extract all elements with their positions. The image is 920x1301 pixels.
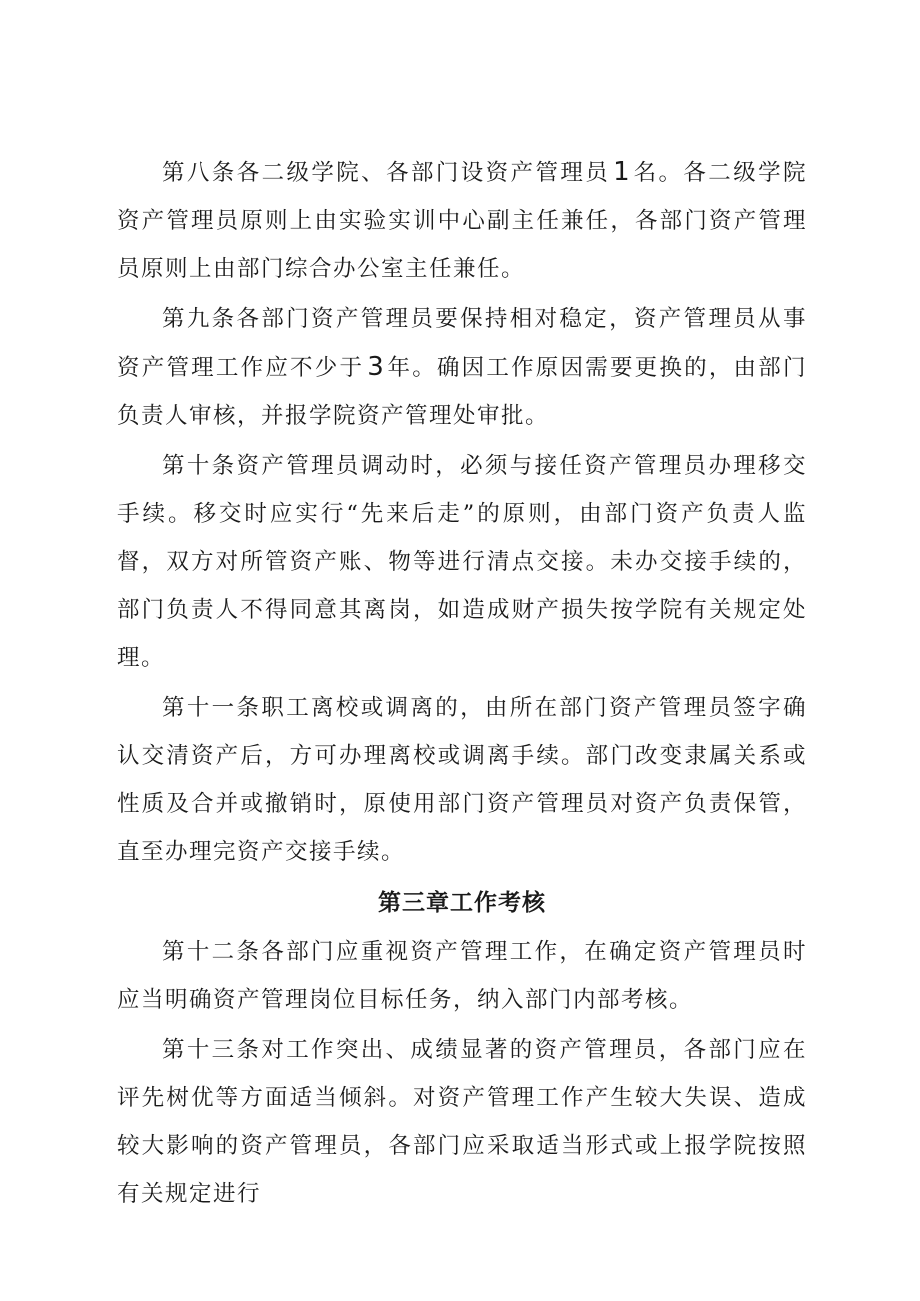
article-10 (117, 442, 807, 682)
article-8-text-a: 第八条各二级学院、各部门设资产管理员 (162, 160, 611, 186)
article-12-text: 第十二条各部门应重视资产管理工作，在确定资产管理员时应当明确资产管理岗位目标任务，纳入部门内部考核。 (117, 939, 807, 1013)
article-11-text: 第十一条职工离校或调离的，由所在部门资产管理员签字确认交清资产后，方可办理离校或调离手续。部门改变隶属关系或性质及合并或撤销时，原使用部门资产管理员对资产负责保管，直至办理完资产交接手续。 (117, 695, 807, 865)
article-10-text: 第十条资产管理员调动时，必须与接任资产管理员办理移交手续。移交时应实行“先来后走”的原则，由部门资产负责人监督，双方对所管资产账、物等进行清点交接。未办交接手续的，部门负责人不得同意其离岗，如造成财产损失按学院有关规定处理。 (117, 453, 807, 671)
article-9-text-a: 第九条各部门资产管理员要保持相对稳定，资产管理员从事资产管理工作应不少于 (117, 306, 807, 381)
article-9-text-b: 年。确因工作原因需要更换的，由部门负责人审核，并报学院资产管理处审批。 (117, 355, 807, 429)
article-12 (117, 928, 807, 1024)
article-13-text: 第十三条对工作突出、成绩显著的资产管理员，各部门应在评先树优等方面适当倾斜。对资产管理工作产生较大失误、造成较大影响的资产管理员，各部门应采取适当形式或上报学院按照有关规定进行 (117, 1037, 807, 1207)
article-11 (117, 684, 807, 876)
article-9 (117, 295, 807, 440)
article-8-text-b: 名。各二级学院资产管理员原则上由实验实训中心副主任兼任，各部门资产管理员原则上由部门综合办公室主任兼任。 (117, 160, 807, 282)
chapter-title: 第三章工作考核 (378, 890, 546, 916)
article-9-number: 3 (367, 352, 384, 382)
document-page (117, 148, 807, 1220)
article-8-number: 1 (613, 157, 630, 187)
article-13 (117, 1026, 807, 1218)
article-8 (117, 148, 807, 293)
